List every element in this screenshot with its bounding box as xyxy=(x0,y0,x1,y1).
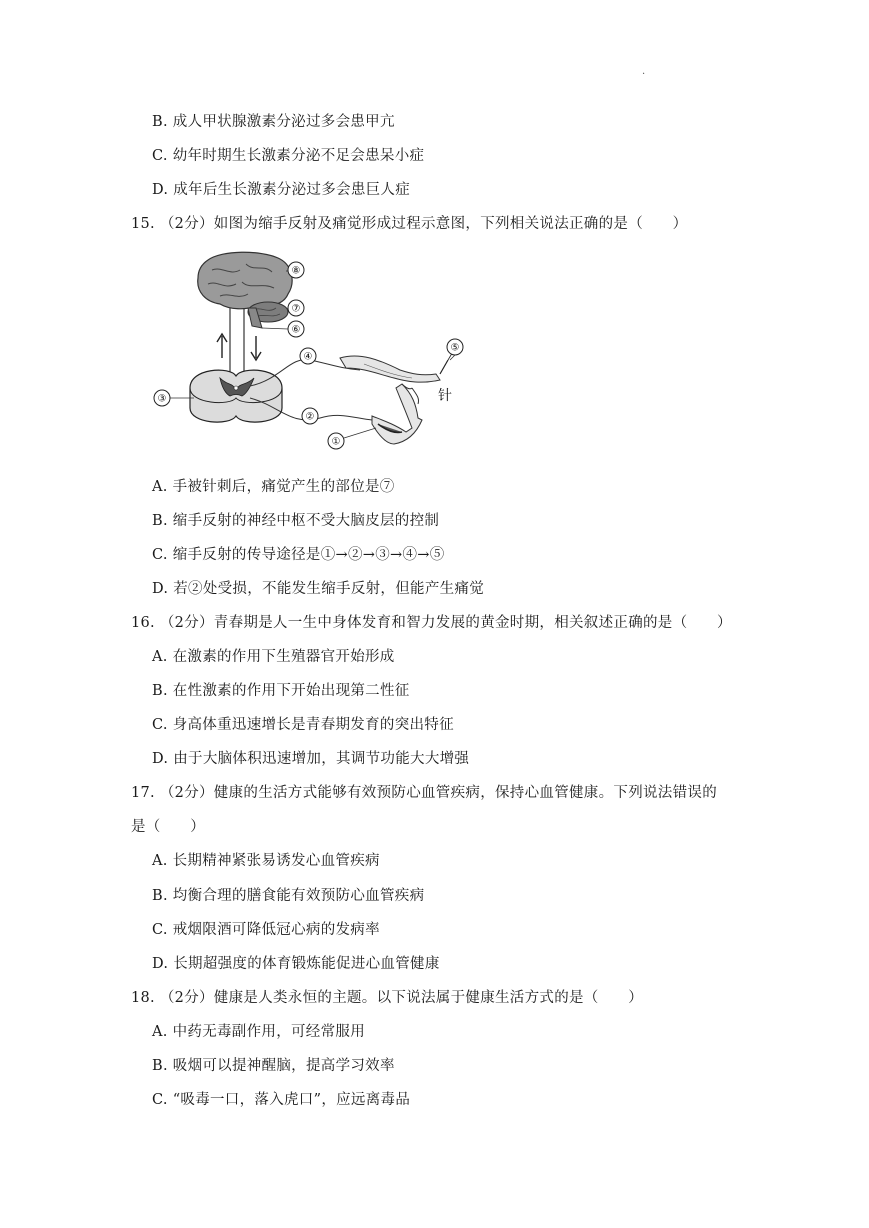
q18-option-b: B. 吸烟可以提神醒脑，提高学习效率 xyxy=(152,1058,395,1074)
q17-option-d: D. 长期超强度的体育锻炼能促进心血管健康 xyxy=(152,956,440,972)
spinal-cord-section xyxy=(190,370,282,422)
label-4-text: ④ xyxy=(303,351,313,363)
q14-option-d: D. 成年后生长激素分泌过多会患巨人症 xyxy=(152,182,411,198)
label-1-text: ① xyxy=(331,436,341,448)
q16-option-b: B. 在性激素的作用下开始出现第二性征 xyxy=(152,683,410,699)
q15-stem: 15. （2分）如图为缩手反射及痛觉形成过程示意图，下列相关说法正确的是（ ） xyxy=(131,216,688,232)
q14-option-c: C. 幼年时期生长激素分泌不足会患呆小症 xyxy=(152,148,425,164)
q18-option-a: A. 中药无毒副作用，可经常服用 xyxy=(152,1024,365,1040)
q17-stem-line1: 17. （2分）健康的生活方式能够有效预防心血管疾病，保持心血管健康。下列说法错误的 xyxy=(131,785,717,801)
q16-stem: 16. （2分）青春期是人一生中身体发育和智力发展的黄金时期，相关叙述正确的是（ ） xyxy=(131,615,732,631)
q17-option-c: C. 戒烟限酒可降低冠心病的发病率 xyxy=(152,922,380,938)
q16-option-c: C. 身高体重迅速增长是青春期发育的突出特征 xyxy=(152,717,454,733)
q16-option-d: D. 由于大脑体积迅速增加，其调节功能大大增强 xyxy=(152,751,470,767)
q18-option-c: C. “吸毒一口，落入虎口”，应远离毒品 xyxy=(152,1092,411,1108)
needle-label: 针 xyxy=(438,388,452,404)
label-3-text: ③ xyxy=(157,393,167,405)
header-dot: . xyxy=(642,66,646,77)
q14-option-b: B. 成人甲状腺激素分泌过多会患甲亢 xyxy=(152,114,395,130)
label-2-text: ② xyxy=(305,411,315,423)
brain-illustration xyxy=(198,252,292,328)
label-6-text: ⑥ xyxy=(291,324,301,336)
q17-option-b: B. 均衡合理的膳食能有效预防心血管疾病 xyxy=(152,888,425,904)
label-5-text: ⑤ xyxy=(450,342,460,354)
q15-option-a: A. 手被针刺后，痛觉产生的部位是⑦ xyxy=(152,479,395,495)
q17-stem-line2: 是（ ） xyxy=(131,819,205,835)
q17-option-a: A. 长期精神紧张易诱发心血管疾病 xyxy=(152,853,380,869)
q15-option-c: C. 缩手反射的传导途径是①→②→③→④→⑤ xyxy=(152,547,445,563)
q15-option-b: B. 缩手反射的神经中枢不受大脑皮层的控制 xyxy=(152,513,440,529)
reflex-arc-figure xyxy=(150,248,480,463)
q18-stem: 18. （2分）健康是人类永恒的主题。以下说法属于健康生活方式的是（ ） xyxy=(131,990,643,1006)
label-8-text: ⑧ xyxy=(291,265,301,277)
q15-option-d: D. 若②处受损，不能发生缩手反射，但能产生痛觉 xyxy=(152,581,485,597)
q16-option-a: A. 在激素的作用下生殖器官开始形成 xyxy=(152,649,395,665)
label-7-text: ⑦ xyxy=(291,303,301,315)
